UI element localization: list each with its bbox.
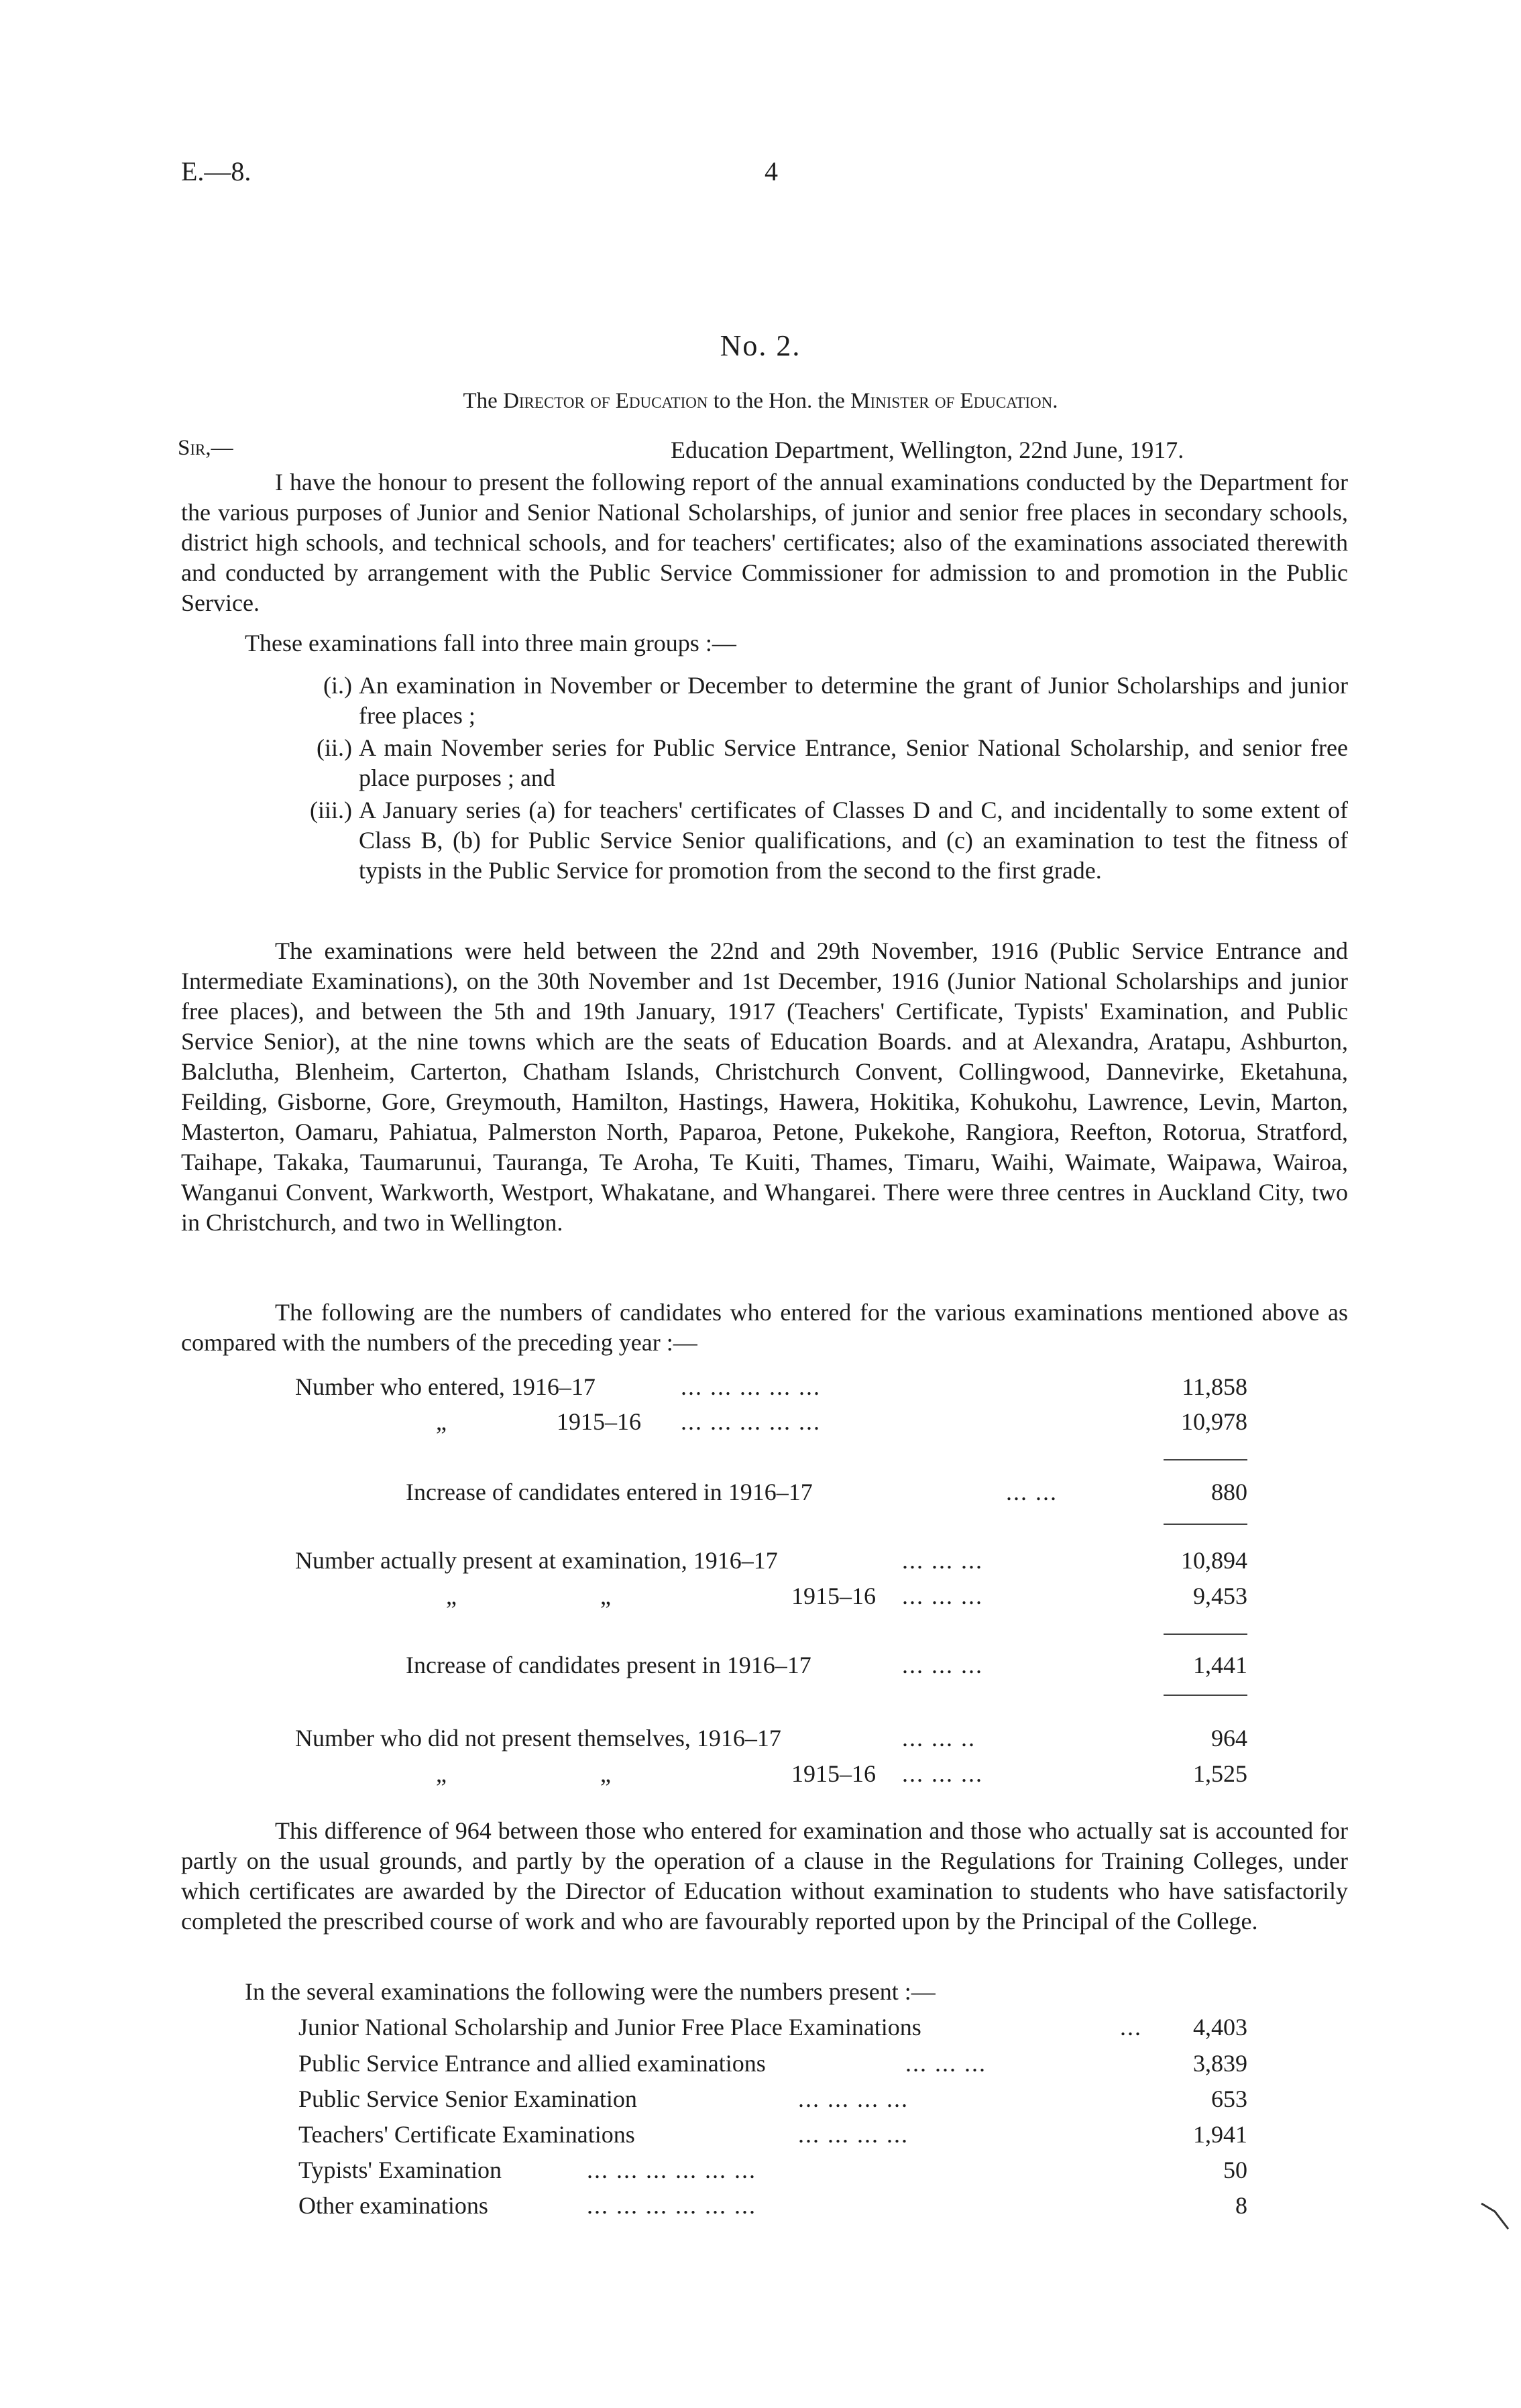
address-mid: to the Hon. the bbox=[708, 389, 851, 413]
exam-leader: ... bbox=[1120, 2014, 1142, 2041]
ditto-mark: „ bbox=[446, 1583, 457, 1609]
row-value: 1,441 bbox=[1193, 1652, 1247, 1678]
ditto-mark: „ bbox=[600, 1583, 611, 1609]
row-value: 9,453 bbox=[1193, 1583, 1247, 1609]
group-number: (iii.) bbox=[310, 797, 352, 823]
exam-label: Teachers' Certificate Examinations bbox=[298, 2121, 635, 2148]
row-label: Increase of candidates entered in 1916–17 bbox=[406, 1479, 813, 1505]
address-post: . bbox=[1052, 389, 1058, 413]
exam-label: Junior National Scholarship and Junior Free Place Examinations bbox=[298, 2014, 921, 2041]
increase-entered-row: Increase of candidates entered in 1916–17 ... ... 880 bbox=[295, 1475, 1247, 1509]
sum-rule bbox=[1164, 1459, 1247, 1460]
group-text: A January series (a) for teachers' certificates of Classes D and C, and incidentally to some extent of Class B, (b) for Public Service Senior qualifications, and (c) an examination to test the fitness of typists in the Public Service for promotion from the second to the first grade. bbox=[359, 797, 1348, 884]
absent-1915-row: „ „ 1915–16 ... ... ... 1,525 bbox=[295, 1757, 1247, 1790]
exam-label: Typists' Examination bbox=[298, 2157, 502, 2183]
exam-value: 3,839 bbox=[1193, 2050, 1247, 2077]
address-to: Minister of Education bbox=[850, 389, 1053, 413]
ditto-mark: „ bbox=[436, 1408, 447, 1435]
increase-present-row: Increase of candidates present in 1916–17 ... ... ... 1,441 bbox=[295, 1648, 1247, 1682]
sum-rule bbox=[1164, 1524, 1247, 1525]
salutation: Sir,— bbox=[178, 436, 233, 460]
exam-value: 8 bbox=[1235, 2192, 1247, 2219]
ditto-mark: „ bbox=[436, 1760, 447, 1787]
group-item-2 bbox=[317, 733, 1348, 793]
exam-leader: ... ... ... ... ... ... bbox=[587, 2157, 756, 2183]
exam-value: 1,941 bbox=[1193, 2121, 1247, 2148]
paragraph-intro: I have the honour to present the following report of the annual examinations conducted by the Department for the various purposes of Junior and Senior National Scholarships, of junior and senior free places in secondary schools, district high schools, and technical schools, and for teachers' certificates; also of the examinations associated therewith and conducted by arrangement with the Public Service Commissioner for admission to and promotion in the Public Service. bbox=[181, 469, 1348, 616]
row-value: 10,978 bbox=[1181, 1408, 1247, 1435]
row-year: 1915–16 bbox=[557, 1408, 641, 1435]
dateline: Education Department, Wellington, 22nd June, 1917. bbox=[671, 437, 1184, 463]
scan-mark-icon bbox=[1479, 2199, 1512, 2233]
group-item-3 bbox=[310, 795, 1348, 886]
row-label: Increase of candidates present in 1916–17 bbox=[406, 1652, 811, 1678]
paragraph-present-intro: In the several examinations the following were the numbers present :— bbox=[245, 1978, 936, 2005]
group-number: (ii.) bbox=[317, 734, 352, 761]
group-text: An examination in November or December to determine the grant of Junior Scholarships and junior free places ; bbox=[359, 672, 1348, 729]
document-number: No. 2. bbox=[720, 329, 801, 362]
paragraph-examination-dates: The examinations were held between the 22nd and 29th November, 1916 (Public Service Entrance and Intermediate Examinations), on the 30th November and 1st December, 1916 (Junior National Scholarships and junior free places), and between the 5th and 19th January, 1917 (Teachers' Certificate, Typists' Examination, and Public Service Senior), at the nine towns which are the seats of Education Boards. and at Alexandra, Aratapu, Ashburton, Balclutha, Blenheim, Carterton, Chatham Islands, Christchurch Convent, Collingwood, Dannevirke, Eketahuna, Feilding, Gisborne, Gore, Greymouth, Hamilton, Hastings, Hawera, Hokitika, Kohukohu, Lawrence, Levin, Marton, Masterton, Oamaru, Pahiatua, Palmerston North, Paparoa, Petone, Pukekohe, Rangiora, Reefton, Rotorua, Stratford, Taihape, Takaka, Taumarunui, Tauranga, Te Aroha, Te Kuiti, Thames, Timaru, Waihi, Waimate, Waipawa, Wairoa, Wanganui Convent, Warkworth, Westport, Whakatane, and Whangarei. There were three centres in Auckland City, two in Christchurch, and two in Wellington. bbox=[181, 937, 1348, 1236]
row-label: Number who did not present themselves, 1916–17 bbox=[295, 1725, 781, 1752]
exam-label: Public Service Entrance and allied examinations bbox=[298, 2050, 766, 2077]
sum-rule bbox=[1164, 1695, 1247, 1696]
exam-row bbox=[298, 2010, 1247, 2044]
present-1915-row: „ „ 1915–16 ... ... ... 9,453 bbox=[295, 1579, 1247, 1613]
paragraph-groups-intro: These examinations fall into three main groups :— bbox=[245, 630, 736, 656]
exam-row bbox=[298, 2153, 1247, 2187]
row-value: 880 bbox=[1211, 1479, 1247, 1505]
exam-leader: ... ... ... bbox=[905, 2050, 987, 2077]
exam-row bbox=[298, 2047, 1247, 2080]
exam-value: 653 bbox=[1211, 2085, 1247, 2112]
group-item-1 bbox=[323, 671, 1348, 731]
row-year: 1915–16 bbox=[791, 1583, 876, 1609]
paragraph-difference: This difference of 964 between those who entered for examination and those who actually sat is accounted for partly on the usual grounds, and partly by the operation of a clause in the Regulations for Training Colleges, under which certificates are awarded by the Director of Education without examination to students who have satisfactorily completed the prescribed course of work and who are favourably reported upon by the Principal of the College. bbox=[181, 1817, 1348, 1935]
exam-leader: ... ... ... ... ... ... bbox=[587, 2192, 756, 2219]
exam-row bbox=[298, 2189, 1247, 2222]
ditto-mark: „ bbox=[600, 1760, 611, 1787]
row-label: Number actually present at examination, 1916–17 bbox=[295, 1547, 778, 1574]
row-year: 1915–16 bbox=[791, 1760, 876, 1787]
exam-value: 4,403 bbox=[1193, 2014, 1247, 2041]
row-value: 11,858 bbox=[1182, 1373, 1247, 1400]
entered-1916-row: Number who entered, 1916–17 ... ... ... ... ... 11,858 bbox=[295, 1370, 1247, 1403]
exam-label: Public Service Senior Examination bbox=[298, 2085, 637, 2112]
paragraph-comparison-intro: The following are the numbers of candidates who entered for the various examinations mentioned above as compared with the numbers of the preceding year :— bbox=[181, 1299, 1348, 1356]
absent-1916-row: Number who did not present themselves, 1916–17 ... ... .. 964 bbox=[295, 1721, 1247, 1755]
group-number: (i.) bbox=[323, 672, 352, 699]
row-label: Number who entered, 1916–17 bbox=[295, 1373, 596, 1400]
group-text: A main November series for Public Service Entrance, Senior National Scholarship, and senior free place purposes ; and bbox=[359, 734, 1348, 791]
exam-leader: ... ... ... ... bbox=[798, 2085, 909, 2112]
row-value: 1,525 bbox=[1193, 1760, 1247, 1787]
row-value: 10,894 bbox=[1181, 1547, 1247, 1574]
exam-leader: ... ... ... ... bbox=[798, 2121, 909, 2148]
exam-row bbox=[298, 2118, 1247, 2151]
exam-row bbox=[298, 2082, 1247, 2116]
page-number: 4 bbox=[765, 156, 778, 186]
address-pre: The bbox=[463, 389, 504, 413]
address-from: Director of Education bbox=[503, 389, 708, 413]
present-1916-row: Number actually present at examination, 1916–17 ... ... ... 10,894 bbox=[295, 1544, 1247, 1577]
exam-value: 50 bbox=[1223, 2157, 1247, 2183]
sum-rule bbox=[1164, 1633, 1247, 1635]
entered-1915-row: „ 1915–16 ... ... ... ... ... 10,978 bbox=[295, 1405, 1247, 1438]
letter-address bbox=[0, 389, 1521, 414]
page-code: E.—8. bbox=[181, 156, 251, 186]
row-value: 964 bbox=[1211, 1725, 1247, 1752]
exam-label: Other examinations bbox=[298, 2192, 488, 2219]
